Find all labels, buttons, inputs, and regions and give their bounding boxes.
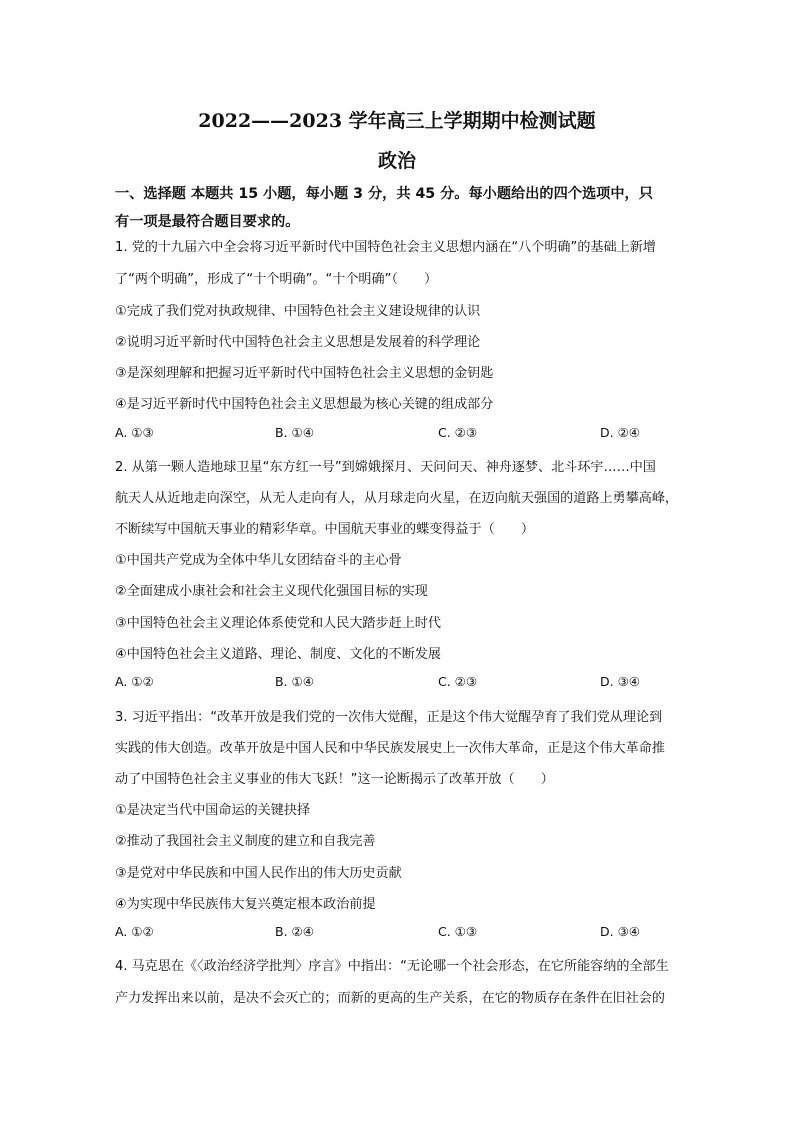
option-d: D. ③④ (600, 924, 640, 939)
option-c: C. ①③ (438, 924, 478, 939)
question-2-item-2: ②全面建成小康社会和社会主义现代化强国目标的实现 (115, 584, 428, 599)
question-2-stem-line-1: 2. 从第一颗人造地球卫星“东方红一号”到嫦娥探月、天问问天、神舟逐梦、北斗环宇……中国 (115, 460, 656, 475)
question-3-options (115, 924, 685, 944)
question-1-item-2: ②说明习近平新时代中国特色社会主义思想是发展着的科学理论 (115, 335, 481, 350)
question-4-stem-line-1: 4. 马克思在《〈政治经济学批判〉序言》中指出：“无论哪一个社会形态，在它所能容纳的全部生 (115, 959, 669, 974)
question-1-item-1: ①完成了我们党对执政规律、中国特色社会主义建设规律的认识 (115, 304, 481, 319)
option-c: C. ②③ (438, 674, 478, 689)
question-2-stem-line-3: 不断续写中国航天事业的精彩华章。中国航天事业的蝶变得益于（ ） (115, 522, 534, 537)
question-2-item-3: ③中国特色社会主义理论体系使党和人民大踏步赶上时代 (115, 616, 441, 631)
question-2-stem-line-2: 航天人从近地走向深空，从无人走向有人，从月球走向火星，在迈向航天强国的道路上勇攀高峰， (115, 491, 679, 506)
question-3-item-2: ②推动了我国社会主义制度的建立和自我完善 (115, 834, 376, 849)
question-3-stem-line-1: 3. 习近平指出：“改革开放是我们党的一次伟大觉醒，正是这个伟大觉醒孕育了我们党从理论到 (115, 710, 663, 725)
question-2-item-4: ④中国特色社会主义道路、理论、制度、文化的不断发展 (115, 647, 441, 662)
question-1-item-3: ③是深刻理解和把握习近平新时代中国特色社会主义思想的金钥匙 (115, 366, 494, 381)
option-b: B. ①④ (275, 674, 314, 689)
option-c: C. ②③ (438, 425, 478, 440)
question-3-item-1: ①是决定当代中国命运的关键抉择 (115, 803, 311, 818)
question-2-options (115, 674, 685, 694)
option-a: A. ①③ (115, 425, 154, 440)
question-1-stem-line-2: 了“两个明确”，形成了“十个明确”。“十个明确”（ ） (115, 272, 438, 287)
option-d: D. ③④ (600, 674, 640, 689)
section-heading-line-1: 一、选择题 本题共 15 小题，每小题 3 分，共 45 分。每小题给出的四个选项中，只 (115, 186, 653, 202)
option-a: A. ①② (115, 924, 154, 939)
question-1-item-4: ④是习近平新时代中国特色社会主义思想最为核心关键的组成部分 (115, 397, 494, 412)
question-2-item-1: ①中国共产党成为全体中华儿女团结奋斗的主心骨 (115, 553, 402, 568)
option-a: A. ①② (115, 674, 154, 689)
subject-title: 政治 (377, 150, 416, 172)
question-1-options (115, 425, 685, 445)
section-heading (115, 180, 685, 236)
section-heading-line-2: 有一项是最符合题目要求的。 (115, 214, 300, 230)
option-b: B. ②④ (275, 924, 314, 939)
exam-title: 2022——2023 学年高三上学期期中检测试题 (198, 110, 596, 132)
option-d: D. ②④ (600, 425, 640, 440)
question-3-stem-line-3: 动了中国特色社会主义事业的伟大飞跃！”这一论断揭示了改革开放（ ） (115, 772, 554, 787)
option-b: B. ①④ (275, 425, 314, 440)
question-4-stem-line-2: 产力发挥出来以前，是决不会灭亡的；而新的更高的生产关系，在它的物质存在条件在旧社会的 (115, 991, 665, 1006)
question-3-item-4: ④为实现中华民族伟大复兴奠定根本政治前提 (115, 897, 376, 912)
question-3-item-3: ③是党对中华民族和中国人民作出的伟大历史贡献 (115, 866, 402, 881)
question-1-stem-line-1: 1. 党的十九届六中全会将习近平新时代中国特色社会主义思想内涵在“八个明确”的基础上新增 (115, 240, 656, 255)
question-3-stem-line-2: 实践的伟大创造。改革开放是中国人民和中华民族发展史上一次伟大革命，正是这个伟大革命推 (115, 741, 665, 756)
